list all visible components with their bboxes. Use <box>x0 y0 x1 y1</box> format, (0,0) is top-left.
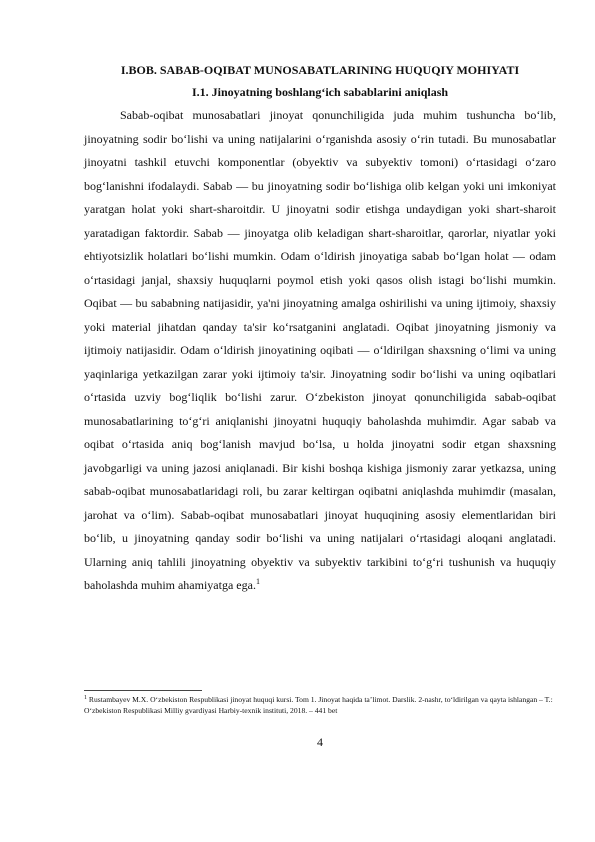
footnote-number: 1 <box>84 695 87 701</box>
footnote-divider <box>84 690 202 691</box>
footnote <box>84 694 556 716</box>
section-title: I.1. Jinoyatning boshlang‘ich sabablarini aniqlash <box>191 85 449 99</box>
body-paragraph <box>84 104 556 598</box>
footnote-text: Rustambayev M.X. O‘zbekiston Respublikasi jinoyat huquqi kursi. Tom 1. Jinoyat haqida ta’limot. Darslik. 2-nashr, to‘ldirilgan va qayta ishlangan – T.: O‘zbekiston Respublikasi Milliy gvardiyasi Harbiy-texnik instituti, 2018. – 441 bet <box>84 695 553 715</box>
footnote-reference[interactable]: 1 <box>255 577 260 586</box>
chapter-title: I.BOB. SABAB-OQIBAT MUNOSABATLARINING HUQUQIY MOHIYATI <box>120 63 520 77</box>
paragraph-text: Sabab-oqibat munosabatlari jinoyat qonunchiligida juda muhim tushuncha bo‘lib, jinoyatning sodir bo‘lishi va uning natijalarini o‘rganishda asosiy o‘rin tutadi. Bu munosabatlar jinoyatni tashkil etuvchi komponentlar (obyektiv va subyektiv tomoni) o‘rtasidagi o‘zaro bog‘lanishni ifodalaydi. Sabab — bu jinoyatning sodir bo‘lishiga olib kelgan yoki uni imkoniyat yaratgan holat yoki shart-sharoitdir. U jinoyatni sodir etishga undaydigan yoki shart-sharoit yaratadigan faktordir. Sabab — jinoyatga olib keladigan shart-sharoitlar, qarorlar, niyatlar yoki ehtiyotsizlik holatlari bo‘lishi mumkin. Odam o‘ldirish jinoyatiga sabab bo‘lgan holat — odam o‘rtasidagi janjal, shaxsiy huquqlarni poymol etish yoki qasos olish istagi bo‘lishi mumkin. Oqibat — bu sababning natijasidir, ya'ni jinoyatning amalga oshirilishi va uning ijtimoiy, shaxsiy yoki material jihatdan qanday ta'sir ko‘rsatganini anglatadi. Oqibat jinoyatning jismoniy va ijtimoiy natijasidir. Odam o‘ldirish jinoyatining oqibati — o‘ldirilgan shaxsning o‘limi va uning yaqinlariga yetkazilgan zarar yoki ijtimoiy ta'sir. Jinoyatning sodir bo‘lishi va uning oqibatlari o‘rtasida uzviy bog‘liqlik bo‘lishi zarur. O‘zbekiston jinoyat qonunchiligida sabab-oqibat munosabatlarining to‘g‘ri aniqlanishi jinoyatni huquqiy baholashda muhimdir. Agar sabab va oqibat o‘rtasida aniq bog‘lanish mavjud bo‘lsa, u holda jinoyatni sodir etgan shaxsning javobgarligi va uning jazosi aniqlanadi. Bir kishi boshqa kishiga jismoniy zarar yetkazsa, uning sabab-oqibat munosabatlaridagi roli, bu zarar keltirgan oqibatni aniqlashda muhimdir (masalan, jarohat va o‘lim). Sabab-oqibat munosabatlari jinoyat huquqining asosiy elementlaridan biri bo‘lib, u jinoyatning qanday sodir bo‘lishi va uning natijalari o‘rtasidagi aloqani anglatadi. Ularning aniq tahlili jinoyatning obyektiv va subyektiv tarkibini to‘g‘ri tushunish va huquqiy baholashda muhim ahamiyatga ega. <box>84 108 556 592</box>
page-number: 4 <box>317 735 323 749</box>
